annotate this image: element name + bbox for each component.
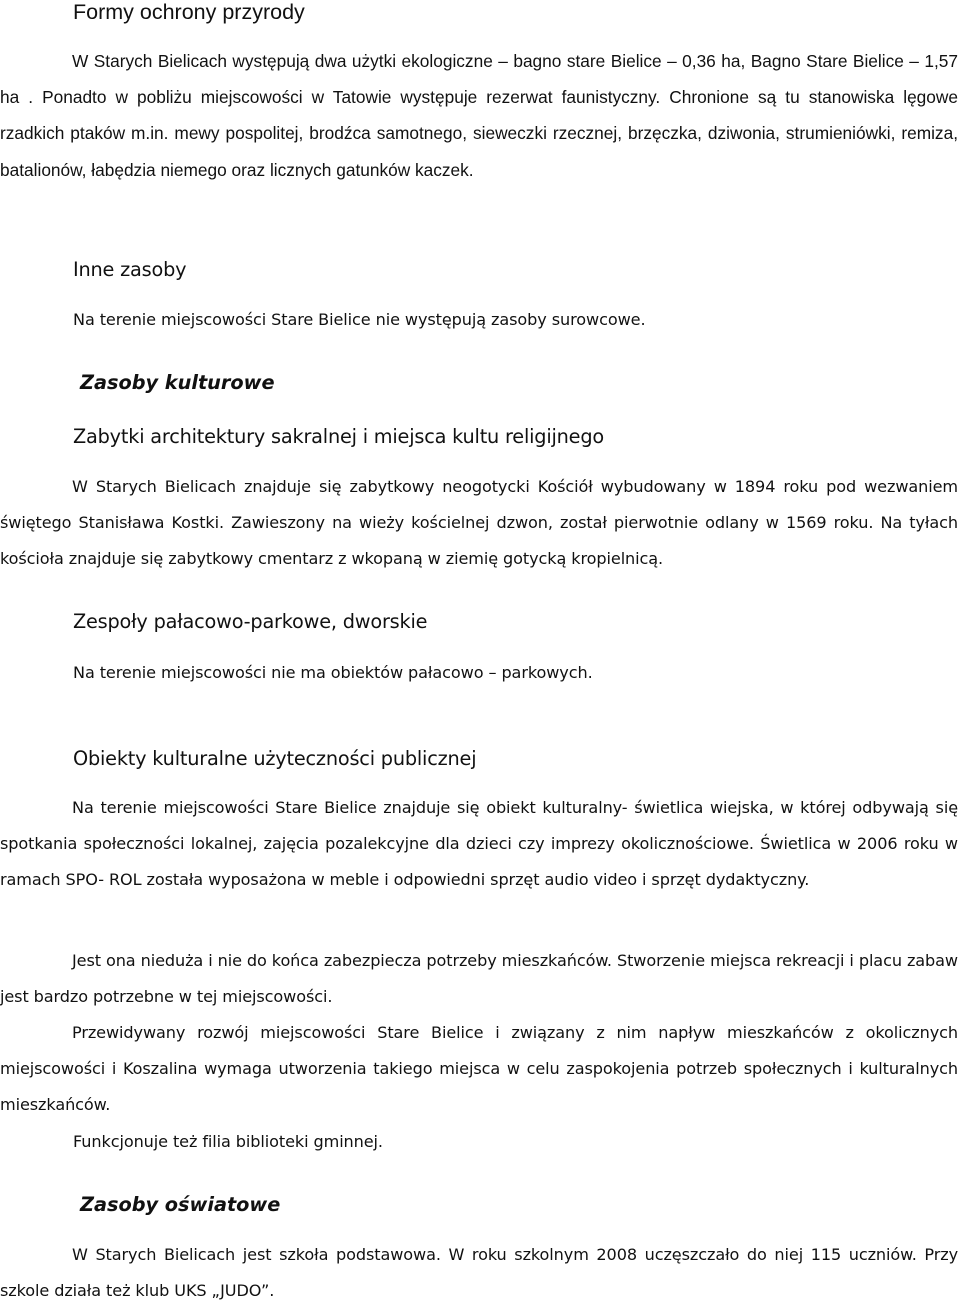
paragraph-obiekty-3: Przewidywany rozwój miejscowości Stare Bielice i związany z nim napływ mieszkańców z okolicznych miejscowości i Koszalina wymaga utworzenia takiego miejsca w celu zaspokojenia potrzeb społecznych i kulturalnych mieszkańców. (0, 1023, 958, 1115)
heading-zespoly-palacowo-parkowe: Zespoły pałacowo-parkowe, dworskie (73, 610, 428, 633)
paragraph-inne-zasoby: Na terenie miejscowości Stare Bielice nie występują zasoby surowcowe. (73, 310, 646, 329)
paragraph-formy-ochrony: W Starych Bielicach występują dwa użytki ekologiczne – bagno stare Bielice – 0,36 ha, Bagno Stare Bielice – 1,57 ha . Ponadto w pobliżu miejscowości w Tatowie występuje rezerwat faunistyczny. Chronione są tu stanowiska lęgowe rzadkich ptaków m.in. mewy pospolitej, brodźca samotnego, sieweczki rzecznej, brzęczka, dziwonia, strumieniówki, remiza, batalionów, łabędzia niemego oraz licznych gatunków kaczek. (0, 51, 958, 180)
paragraph-oswiatowe: W Starych Bielicach jest szkoła podstawowa. W roku szkolnym 2008 uczęszczało do niej 115 uczniów. Przy szkole działa też klub UKS „JUDO”. (0, 1245, 958, 1301)
paragraph-obiekty-1: Na terenie miejscowości Stare Bielice znajduje się obiekt kulturalny- świetlica wiejska, w której odbywają się spotkania społeczności lokalnej, zajęcia pozalekcyjne dla dzieci czy imprezy okolicznościowe. Świetlica w 2006 roku w ramach SPO- ROL została wyposażona w meble i odpowiedni sprzęt audio video i sprzęt dydaktyczny. (0, 798, 958, 890)
heading-inne-zasoby: Inne zasoby (73, 258, 187, 281)
paragraph-obiekty-4: Funkcjonuje też filia biblioteki gminnej. (73, 1132, 383, 1151)
heading-formy-ochrony-przyrody: Formy ochrony przyrody (73, 0, 305, 24)
heading-zasoby-oswiatowe: Zasoby oświatowe (80, 1193, 281, 1216)
heading-zasoby-kulturowe: Zasoby kulturowe (80, 371, 275, 394)
paragraph-obiekty-2: Jest ona nieduża i nie do końca zabezpiecza potrzeby mieszkańców. Stworzenie miejsca rekreacji i placu zabaw jest bardzo potrzebne w tej miejscowości. (0, 951, 958, 1007)
heading-obiekty-kulturalne: Obiekty kulturalne użyteczności publicznej (73, 747, 477, 770)
paragraph-zespoly: Na terenie miejscowości nie ma obiektów pałacowo – parkowych. (73, 663, 593, 682)
heading-zabytki-architektury: Zabytki architektury sakralnej i miejsca kultu religijnego (73, 425, 604, 448)
paragraph-zabytki: W Starych Bielicach znajduje się zabytkowy neogotycki Kościół wybudowany w 1894 roku pod wezwaniem świętego Stanisława Kostki. Zawieszony na wieży kościelnej dzwon, został pierwotnie odlany w 1569 roku. Na tyłach kościoła znajduje się zabytkowy cmentarz z wkopaną w ziemię gotycką kropielnicą. (0, 477, 958, 569)
